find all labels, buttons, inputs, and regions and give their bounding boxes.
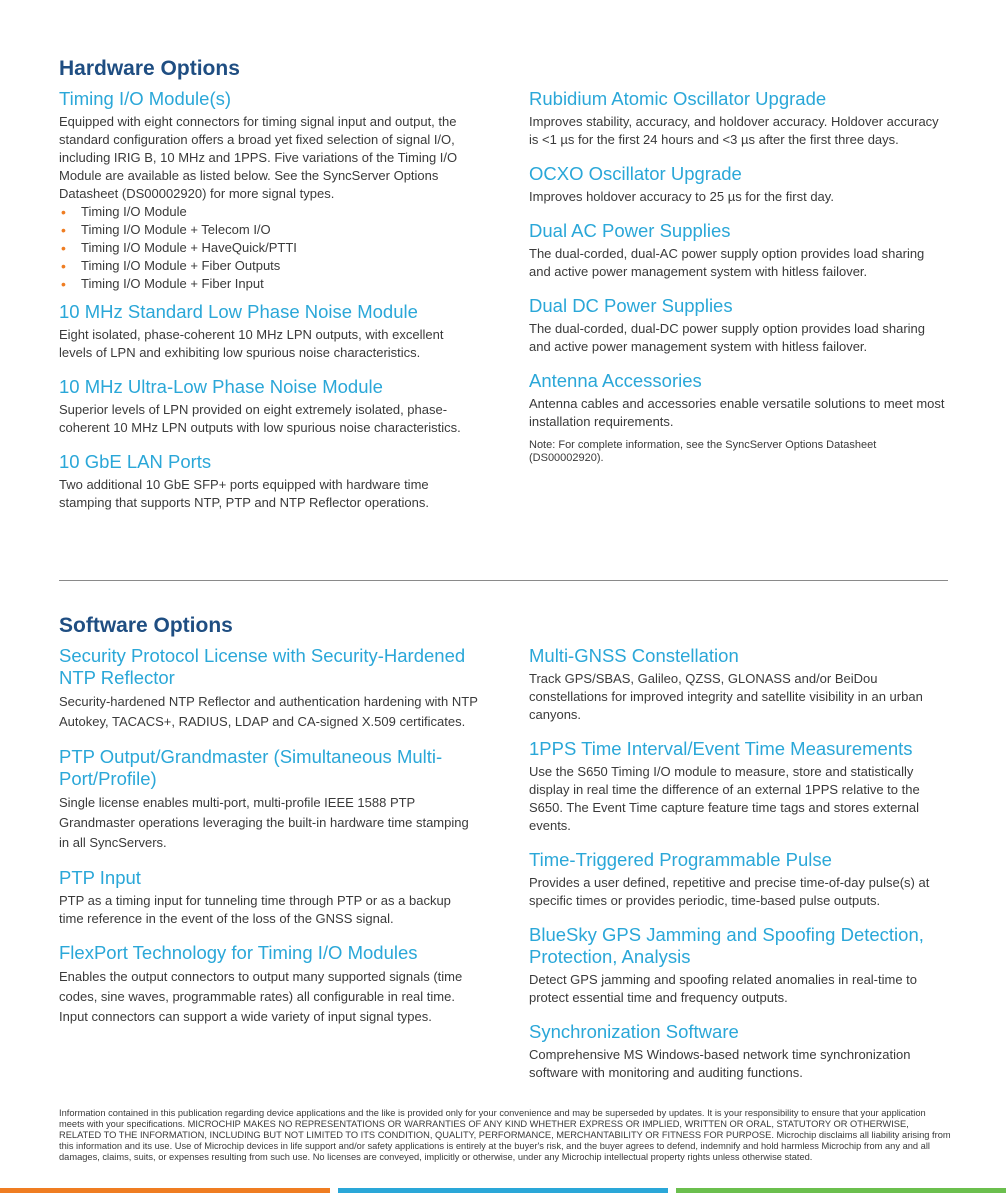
bullet-item: • Timing I/O Module + Fiber Input <box>61 276 264 292</box>
sw-heading-1pps: 1PPS Time Interval/Event Time Measurements <box>529 738 913 759</box>
sw-body-ptp-input: PTP as a timing input for tunneling time through PTP or as a backup time reference in the event of the loss of the GNSS signal. <box>59 893 451 926</box>
sw-heading-gnss: Multi-GNSS Constellation <box>529 645 739 666</box>
footer-bar-blue <box>338 1188 668 1193</box>
hw-heading-dual-dc: Dual DC Power Supplies <box>529 295 733 316</box>
hw-item-10gbe <box>59 451 479 512</box>
sw-body-sync-software: Comprehensive MS Windows-based network time synchronization software with monitoring and auditing functions. <box>529 1047 911 1080</box>
hardware-left-column <box>59 88 479 526</box>
bullet-item: • Timing I/O Module + HaveQuick/PTTI <box>61 240 297 256</box>
hw-item-dual-dc <box>529 295 949 356</box>
bullet-dot-icon: • <box>61 258 66 274</box>
hardware-note: Note: For complete information, see the SyncServer Options Datasheet (DS00002920). <box>529 439 877 464</box>
sw-body-bluesky: Detect GPS jamming and spoofing related anomalies in real-time to protect essential time and frequency outputs. <box>529 972 918 1005</box>
sw-item-gnss <box>529 645 949 724</box>
hw-item-ocxo <box>529 163 949 206</box>
sw-body-1pps: Use the S650 Timing I/O module to measure, store and statistically display in real time the difference of an external 1PPS relative to the S650. The Event Time capture feature time tags and stores external events. <box>529 764 920 833</box>
sw-item-flexport <box>59 942 479 1027</box>
sw-item-ptp-output <box>59 746 479 853</box>
sw-heading-security: Security Protocol License with Security-Hardened NTP Reflector <box>59 645 466 688</box>
hw-heading-antenna: Antenna Accessories <box>529 370 702 391</box>
hw-heading-10gbe: 10 GbE LAN Ports <box>59 451 212 472</box>
bullet-item: • Timing I/O Module <box>61 204 187 220</box>
bullet-dot-icon: • <box>61 276 66 292</box>
sw-heading-ptp-input: PTP Input <box>59 867 141 888</box>
software-right-column <box>529 645 949 1096</box>
hw-item-dual-ac <box>529 220 949 281</box>
sw-heading-sync-software: Synchronization Software <box>529 1021 739 1042</box>
hardware-title: Hardware Options <box>59 57 240 80</box>
software-title: Software Options <box>59 614 233 637</box>
timing-io-bullet-list <box>59 203 479 293</box>
hardware-right-column <box>529 88 949 526</box>
hw-heading-ocxo: OCXO Oscillator Upgrade <box>529 163 742 184</box>
hw-body-dual-dc: The dual-corded, dual-DC power supply option provides load sharing and active power management system with hitless failover. <box>529 321 926 354</box>
hardware-section <box>59 56 949 526</box>
hw-heading-ulpn: 10 MHz Ultra-Low Phase Noise Module <box>59 376 383 397</box>
bullet-item: • Timing I/O Module + Telecom I/O <box>61 222 271 238</box>
bullet-item: • Timing I/O Module + Fiber Outputs <box>61 258 281 274</box>
sw-heading-flexport: FlexPort Technology for Timing I/O Modules <box>59 942 418 963</box>
footer-bar-green <box>676 1188 1006 1193</box>
sw-item-sync-software <box>529 1021 949 1082</box>
sw-item-bluesky <box>529 924 949 1007</box>
hw-item-rubidium <box>529 88 949 149</box>
hw-item-std-lpn <box>59 301 479 362</box>
sw-item-ptp-input <box>59 867 479 928</box>
hw-body-dual-ac: The dual-corded, dual-AC power supply option provides load sharing and active power management system with hitless failover. <box>529 246 925 279</box>
sw-heading-pulse: Time-Triggered Programmable Pulse <box>529 849 832 870</box>
hw-body-timing-io: Equipped with eight connectors for timing signal input and output, the standard configuration offers a broad yet fixed selection of signal I/O, including IRIG B, 10 MHz and 1PPS. Five variations of the Timing I/O Module are available as listed below. See the SyncServer Options Datasheet (DS00002920) for more signal types. <box>59 114 458 201</box>
sw-body-flexport: Enables the output connectors to output many supported signals (time codes, sine waves, programmable rates) all configurable in real time. Input connectors can support a wide variety of input signal types. <box>59 969 463 1024</box>
hw-heading-timing-io: Timing I/O Module(s) <box>59 88 232 109</box>
hw-body-ocxo: Improves holdover accuracy to 25 µs for the first day. <box>529 189 834 204</box>
hw-heading-dual-ac: Dual AC Power Supplies <box>529 220 731 241</box>
bullet-dot-icon: • <box>61 222 66 238</box>
hw-heading-std-lpn: 10 MHz Standard Low Phase Noise Module <box>59 301 418 322</box>
hw-body-rubidium: Improves stability, accuracy, and holdover accuracy. Holdover accuracy is <1 µs for the first 24 hours and <3 µs after the first three days. <box>529 114 939 147</box>
hw-item-timing-io <box>59 88 479 293</box>
sw-heading-bluesky: BlueSky GPS Jamming and Spoofing Detection, Protection, Analysis <box>529 924 924 967</box>
sw-heading-ptp-output: PTP Output/Grandmaster (Simultaneous Multi-Port/Profile) <box>59 746 443 789</box>
hw-item-antenna <box>529 370 949 431</box>
bullet-dot-icon: • <box>61 240 66 256</box>
legal-disclaimer: Information contained in this publication regarding device applications and the like is provided only for your convenience and may be superseded by updates. It is your responsibility to ensure that your application meets with your specifications. MICROCHIP MAKES NO REPRESENTATIONS OR WARRANTIES OF ANY KIND WHETHER EXPRESS OR IMPLIED, WRITTEN OR ORAL, STATUTORY OR OTHERWISE, RELATED TO THE INFORMATION, INCLUDING BUT NOT LIMITED TO ITS CONDITION, QUALITY, PERFORMANCE, MERCHANTABILITY OR FITNESS FOR PURPOSE. Microchip disclaims all liability arising from this information and its use. Use of Microchip devices in life support and/or safety applications is entirely at the buyer's risk, and the buyer agrees to defend, indemnify and hold harmless Microchip from any and all damages, claims, suits, or expenses resulting from such use. No licenses are conveyed, implicitly or otherwise, under any Microchip intellectual property rights unless otherwise stated. <box>59 1108 951 1162</box>
software-section <box>59 613 949 1096</box>
sw-item-security <box>59 645 479 732</box>
hw-body-ulpn: Superior levels of LPN provided on eight extremely isolated, phase-coherent 10 MHz LPN outputs with low spurious noise characteristics. <box>59 402 461 435</box>
hw-item-ulpn <box>59 376 479 437</box>
sw-body-ptp-output: Single license enables multi-port, multi-profile IEEE 1588 PTP Grandmaster operations leveraging the built-in hardware time stamping in all SyncServers. <box>59 795 469 850</box>
sw-body-pulse: Provides a user defined, repetitive and precise time-of-day pulse(s) at specific times or provides periodic, time-based pulse outputs. <box>529 875 930 908</box>
hw-body-std-lpn: Eight isolated, phase-coherent 10 MHz LPN outputs, with excellent levels of LPN and exhibiting low spurious noise characteristics. <box>59 327 444 360</box>
sw-item-pulse <box>529 849 949 910</box>
hw-heading-rubidium: Rubidium Atomic Oscillator Upgrade <box>529 88 827 109</box>
sw-body-gnss: Track GPS/SBAS, Galileo, QZSS, GLONASS and/or BeiDou constellations for improved integrity and satellite visibility in an urban canyons. <box>529 671 923 722</box>
hw-body-antenna: Antenna cables and accessories enable versatile solutions to meet most installation requirements. <box>529 396 945 429</box>
software-left-column <box>59 645 479 1096</box>
section-divider <box>59 580 948 581</box>
footer-bar-orange <box>0 1188 330 1193</box>
sw-item-1pps <box>529 738 949 835</box>
bullet-dot-icon: • <box>61 204 66 220</box>
sw-body-security: Security-hardened NTP Reflector and authentication hardening with NTP Autokey, TACACS+, RADIUS, LDAP and CA-signed X.509 certificates. <box>59 694 478 729</box>
hw-body-10gbe: Two additional 10 GbE SFP+ ports equipped with hardware time stamping that supports NTP, PTP and NTP Reflector operations. <box>59 477 429 510</box>
